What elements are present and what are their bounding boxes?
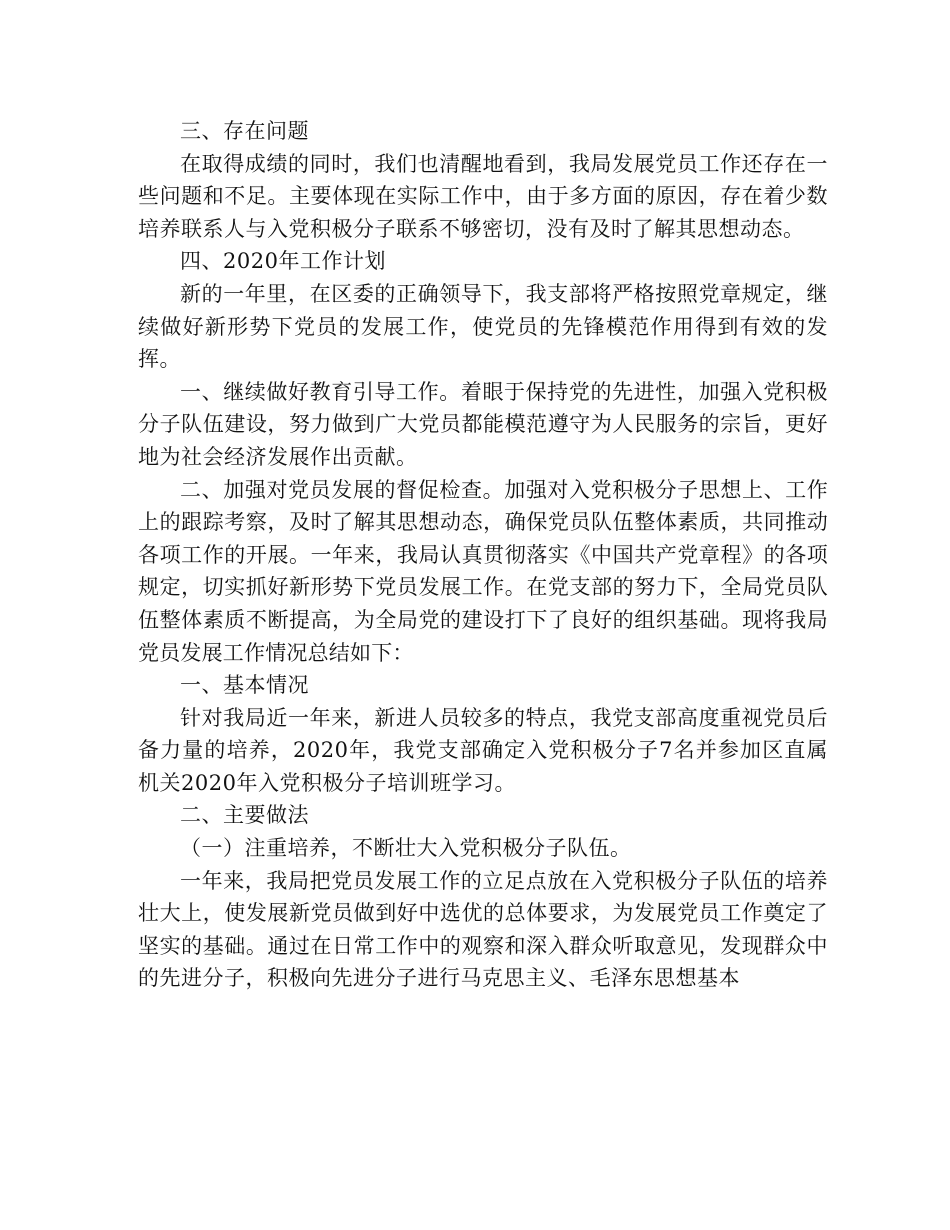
paragraph-education-guidance: 一、继续做好教育引导工作。着眼于保持党的先进性，加强入党积极分子队伍建设，努力做到广大党员都能模范遵守为人民服务的宗旨，更好地为社会经济发展作出贡献。 <box>138 379 828 469</box>
paragraph-problems: 在取得成绩的同时，我们也清醒地看到，我局发展党员工作还存在一些问题和不足。主要体现在实际工作中，由于多方面的原因，存在着少数培养联系人与入党积极分子联系不够密切，没有及时了解其思想动态。 <box>138 151 828 241</box>
paragraph-new-year: 新的一年里，在区委的正确领导下，我支部将严格按照党章规定，继续做好新形势下党员的发展工作，使党员的先锋模范作用得到有效的发挥。 <box>138 281 828 372</box>
document-body <box>138 115 828 995</box>
subheading-cultivation: （一）注重培养，不断壮大入党积极分子队伍。 <box>180 836 632 861</box>
section-heading-basic-situation: 一、基本情况 <box>180 673 309 698</box>
paragraph-supervision: 二、加强对党员发展的督促检查。加强对入党积极分子思想上、工作上的跟踪考察，及时了解其思想动态，确保党员队伍整体素质，共同推动各项工作的开展。一年来，我局认真贯彻落实《中国共产党章程》的各项规定，切实抓好新形势下党员发展工作。在党支部的努力下，全局党员队伍整体素质不断提高，为全局党的建设打下了良好的组织基础。现将我局党员发展工作情况总结如下： <box>138 477 828 665</box>
section-heading-work-plan: 四、2020年工作计划 <box>180 249 386 274</box>
section-heading-problems: 三、存在问题 <box>180 119 309 143</box>
paragraph-basic-situation: 针对我局近一年来，新进人员较多的特点，我党支部高度重视党员后备力量的培养，2020年，我党支部确定入党积极分子7名并参加区直属机关2020年入党积极分子培训班学习。 <box>138 705 828 795</box>
section-heading-main-practices: 二、主要做法 <box>180 803 309 828</box>
paragraph-cultivation: 一年来，我局把党员发展工作的立足点放在入党积极分子队伍的培养壮大上，使发展新党员做到好中选优的总体要求，为发展党员工作奠定了坚实的基础。通过在日常工作中的观察和深入群众听取意见，发现群众中的先进分子，积极向先进分子进行马克思主义、毛泽东思想基本 <box>138 868 828 991</box>
